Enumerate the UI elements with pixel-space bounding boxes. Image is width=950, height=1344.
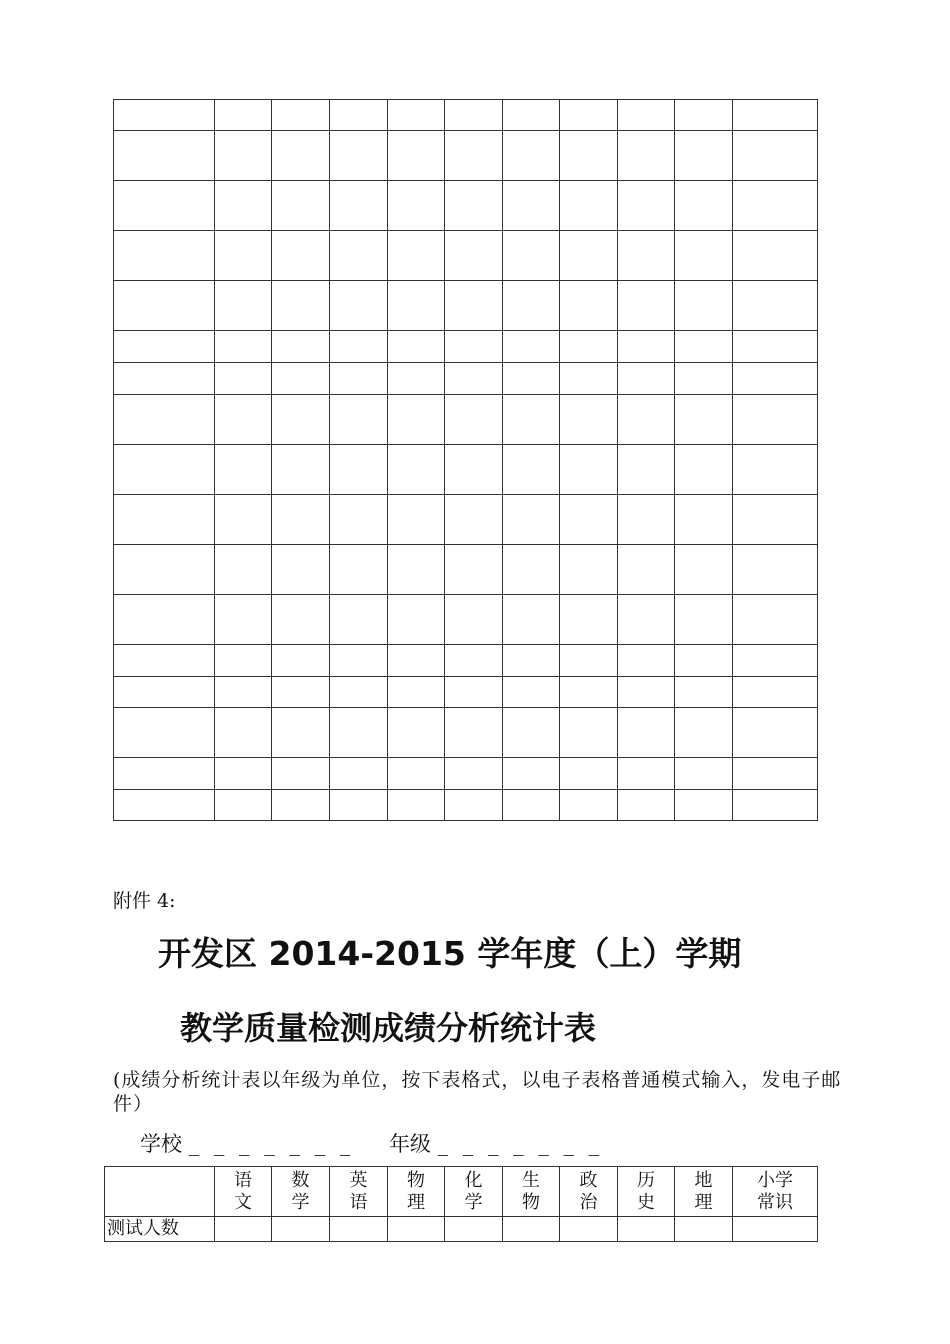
grid-cell[interactable] bbox=[618, 100, 675, 131]
grid-cell[interactable] bbox=[618, 645, 675, 677]
grid-cell[interactable] bbox=[114, 100, 215, 131]
grid-cell[interactable] bbox=[388, 395, 445, 445]
stats-header-label: 历史 bbox=[636, 1169, 655, 1213]
grid-cell[interactable] bbox=[560, 131, 618, 181]
grid-cell[interactable] bbox=[272, 445, 330, 495]
grid-cell[interactable] bbox=[733, 758, 818, 790]
grid-cell[interactable] bbox=[618, 790, 675, 821]
grid-cell[interactable] bbox=[445, 281, 503, 331]
grid-cell[interactable] bbox=[272, 331, 330, 363]
grid-cell[interactable] bbox=[272, 790, 330, 821]
grid-cell[interactable] bbox=[330, 363, 388, 395]
grid-cell[interactable] bbox=[330, 758, 388, 790]
grid-cell[interactable] bbox=[445, 331, 503, 363]
grid-cell[interactable] bbox=[560, 495, 618, 545]
grid-cell[interactable] bbox=[330, 281, 388, 331]
grid-cell[interactable] bbox=[114, 708, 215, 758]
grid-cell[interactable] bbox=[272, 595, 330, 645]
grid-cell[interactable] bbox=[388, 231, 445, 281]
grid-cell[interactable] bbox=[215, 790, 272, 821]
grid-cell[interactable] bbox=[445, 545, 503, 595]
grid-cell[interactable] bbox=[733, 645, 818, 677]
grid-cell[interactable] bbox=[618, 331, 675, 363]
grid-cell[interactable] bbox=[560, 708, 618, 758]
stats-cell[interactable] bbox=[445, 1217, 503, 1242]
grid-cell[interactable] bbox=[114, 677, 215, 708]
grid-cell[interactable] bbox=[675, 445, 733, 495]
stats-header-cell bbox=[733, 1167, 818, 1217]
grid-row bbox=[114, 363, 818, 395]
stats-header-cell bbox=[503, 1167, 560, 1217]
grid-row bbox=[114, 595, 818, 645]
grid-cell[interactable] bbox=[560, 181, 618, 231]
stats-header-label: 生物 bbox=[521, 1169, 540, 1213]
grid-cell[interactable] bbox=[272, 495, 330, 545]
grid-cell[interactable] bbox=[114, 790, 215, 821]
grid-cell[interactable] bbox=[114, 758, 215, 790]
grid-cell[interactable] bbox=[503, 790, 560, 821]
stats-header-cell bbox=[388, 1167, 445, 1217]
grid-cell[interactable] bbox=[503, 331, 560, 363]
grid-cell[interactable] bbox=[618, 231, 675, 281]
grid-cell[interactable] bbox=[215, 281, 272, 331]
grid-cell[interactable] bbox=[388, 131, 445, 181]
grid-cell[interactable] bbox=[388, 445, 445, 495]
grid-cell[interactable] bbox=[272, 545, 330, 595]
grid-cell[interactable] bbox=[388, 708, 445, 758]
grid-cell[interactable] bbox=[388, 495, 445, 545]
grid-cell[interactable] bbox=[675, 790, 733, 821]
grid-cell[interactable] bbox=[675, 645, 733, 677]
stats-header-cell bbox=[618, 1167, 675, 1217]
grid-cell[interactable] bbox=[733, 395, 818, 445]
stats-header-label: 地理 bbox=[694, 1169, 713, 1213]
grid-cell[interactable] bbox=[560, 445, 618, 495]
grid-cell[interactable] bbox=[445, 100, 503, 131]
grid-cell[interactable] bbox=[388, 363, 445, 395]
grid-cell[interactable] bbox=[560, 595, 618, 645]
grid-row bbox=[114, 758, 818, 790]
stats-cell[interactable] bbox=[272, 1217, 330, 1242]
grid-row bbox=[114, 281, 818, 331]
grid-cell[interactable] bbox=[733, 100, 818, 131]
grid-row bbox=[114, 395, 818, 445]
grid-cell[interactable] bbox=[503, 708, 560, 758]
grid-cell[interactable] bbox=[675, 181, 733, 231]
grid-row bbox=[114, 231, 818, 281]
grid-cell[interactable] bbox=[733, 281, 818, 331]
grid-cell[interactable] bbox=[675, 363, 733, 395]
grid-cell[interactable] bbox=[330, 645, 388, 677]
grid-cell[interactable] bbox=[330, 395, 388, 445]
grid-cell[interactable] bbox=[445, 708, 503, 758]
grid-cell[interactable] bbox=[330, 545, 388, 595]
grid-cell[interactable] bbox=[388, 645, 445, 677]
grid-cell[interactable] bbox=[114, 131, 215, 181]
stats-cell[interactable] bbox=[330, 1217, 388, 1242]
grid-cell[interactable] bbox=[215, 708, 272, 758]
grid-cell[interactable] bbox=[388, 181, 445, 231]
grid-cell[interactable] bbox=[618, 595, 675, 645]
grid-cell[interactable] bbox=[272, 708, 330, 758]
grid-cell[interactable] bbox=[733, 363, 818, 395]
grid-cell[interactable] bbox=[560, 790, 618, 821]
instruction-note: (成绩分析统计表以年级为单位，按下表格式，以电子表格普通模式输入，发电子邮件） bbox=[113, 1069, 842, 1115]
grid-row bbox=[114, 331, 818, 363]
grid-cell[interactable] bbox=[560, 363, 618, 395]
grid-cell[interactable] bbox=[388, 100, 445, 131]
grid-cell[interactable] bbox=[272, 100, 330, 131]
stats-table bbox=[104, 1166, 818, 1242]
grid-cell[interactable] bbox=[445, 231, 503, 281]
stats-row bbox=[105, 1217, 818, 1242]
stats-header-cell bbox=[215, 1167, 272, 1217]
grid-cell[interactable] bbox=[215, 331, 272, 363]
grid-cell[interactable] bbox=[272, 281, 330, 331]
stats-header-cell bbox=[272, 1167, 330, 1217]
grid-cell[interactable] bbox=[618, 131, 675, 181]
stats-cell[interactable] bbox=[560, 1217, 618, 1242]
grid-cell[interactable] bbox=[560, 395, 618, 445]
grid-cell[interactable] bbox=[675, 545, 733, 595]
stats-cell[interactable] bbox=[388, 1217, 445, 1242]
grid-cell[interactable] bbox=[114, 281, 215, 331]
grid-cell[interactable] bbox=[675, 708, 733, 758]
grid-cell[interactable] bbox=[675, 331, 733, 363]
grid-cell[interactable] bbox=[560, 231, 618, 281]
grid-cell[interactable] bbox=[560, 100, 618, 131]
grid-cell[interactable] bbox=[272, 395, 330, 445]
grid-cell[interactable] bbox=[560, 758, 618, 790]
stats-header-label: 物理 bbox=[406, 1169, 425, 1213]
grid-cell[interactable] bbox=[215, 595, 272, 645]
grid-row bbox=[114, 495, 818, 545]
grid-cell[interactable] bbox=[503, 445, 560, 495]
grid-cell[interactable] bbox=[675, 395, 733, 445]
grid-cell[interactable] bbox=[503, 231, 560, 281]
grid-cell[interactable] bbox=[272, 758, 330, 790]
grid-cell[interactable] bbox=[388, 790, 445, 821]
stats-header-label: 数学 bbox=[291, 1169, 310, 1213]
stats-header-label: 政治 bbox=[579, 1169, 598, 1213]
grid-cell[interactable] bbox=[114, 231, 215, 281]
grid-cell[interactable] bbox=[503, 281, 560, 331]
grid-cell[interactable] bbox=[733, 495, 818, 545]
grid-cell[interactable] bbox=[272, 231, 330, 281]
school-blank-field[interactable]: _ _ _ _ _ _ _ bbox=[188, 1132, 355, 1156]
stats-header-cell bbox=[560, 1167, 618, 1217]
grid-cell[interactable] bbox=[560, 331, 618, 363]
grid-row bbox=[114, 645, 818, 677]
grid-cell[interactable] bbox=[445, 131, 503, 181]
grid-row bbox=[114, 131, 818, 181]
grid-cell[interactable] bbox=[215, 445, 272, 495]
grid-cell[interactable] bbox=[330, 100, 388, 131]
grid-cell[interactable] bbox=[675, 100, 733, 131]
grid-cell[interactable] bbox=[733, 677, 818, 708]
grid-row bbox=[114, 677, 818, 708]
grid-cell[interactable] bbox=[618, 758, 675, 790]
grid-cell[interactable] bbox=[330, 495, 388, 545]
stats-header-label: 英语 bbox=[349, 1169, 368, 1213]
grid-cell[interactable] bbox=[445, 363, 503, 395]
grid-cell[interactable] bbox=[618, 545, 675, 595]
grid-cell[interactable] bbox=[272, 131, 330, 181]
grid-cell[interactable] bbox=[388, 331, 445, 363]
grid-cell[interactable] bbox=[114, 445, 215, 495]
grid-cell[interactable] bbox=[114, 395, 215, 445]
grid-cell[interactable] bbox=[503, 363, 560, 395]
stats-header-label: 小学常识 bbox=[757, 1169, 793, 1213]
stats-header-cell bbox=[675, 1167, 733, 1217]
grid-cell[interactable] bbox=[445, 181, 503, 231]
grid-cell[interactable] bbox=[445, 758, 503, 790]
grid-row bbox=[114, 445, 818, 495]
grid-cell[interactable] bbox=[330, 331, 388, 363]
grid-cell[interactable] bbox=[114, 181, 215, 231]
stats-header-row bbox=[105, 1167, 818, 1217]
grid-row bbox=[114, 100, 818, 131]
document-title-line-1: 开发区 2014-2015 学年度（上）学期 bbox=[158, 934, 742, 973]
grid-cell[interactable] bbox=[733, 790, 818, 821]
grid-cell[interactable] bbox=[675, 495, 733, 545]
grid-cell[interactable] bbox=[618, 281, 675, 331]
stats-cell[interactable] bbox=[215, 1217, 272, 1242]
grade-label: 年级 bbox=[388, 1132, 431, 1156]
grid-cell[interactable] bbox=[215, 100, 272, 131]
grid-cell[interactable] bbox=[330, 790, 388, 821]
grid-cell[interactable] bbox=[733, 131, 818, 181]
grid-cell[interactable] bbox=[618, 395, 675, 445]
grid-cell[interactable] bbox=[330, 445, 388, 495]
grid-cell[interactable] bbox=[560, 545, 618, 595]
grid-cell[interactable] bbox=[675, 595, 733, 645]
grid-cell[interactable] bbox=[733, 595, 818, 645]
grid-cell[interactable] bbox=[503, 131, 560, 181]
grid-cell[interactable] bbox=[503, 758, 560, 790]
grid-cell[interactable] bbox=[675, 677, 733, 708]
grid-cell[interactable] bbox=[330, 231, 388, 281]
grid-row bbox=[114, 790, 818, 821]
grid-row bbox=[114, 545, 818, 595]
stats-header-corner bbox=[105, 1167, 215, 1217]
grid-cell[interactable] bbox=[388, 758, 445, 790]
grid-cell[interactable] bbox=[215, 677, 272, 708]
grid-cell[interactable] bbox=[675, 758, 733, 790]
stats-cell[interactable] bbox=[618, 1217, 675, 1242]
grid-cell[interactable] bbox=[733, 708, 818, 758]
grid-row bbox=[114, 181, 818, 231]
grid-cell[interactable] bbox=[272, 181, 330, 231]
grid-cell[interactable] bbox=[445, 595, 503, 645]
blank-grid-body bbox=[114, 100, 818, 821]
stats-header-label: 语文 bbox=[233, 1169, 252, 1213]
school-grade-fields bbox=[140, 1128, 631, 1158]
grid-row bbox=[114, 708, 818, 758]
stats-cell[interactable] bbox=[733, 1217, 818, 1242]
grid-cell[interactable] bbox=[114, 545, 215, 595]
grid-cell[interactable] bbox=[618, 445, 675, 495]
stats-header-cell bbox=[445, 1167, 503, 1217]
grid-cell[interactable] bbox=[272, 677, 330, 708]
stats-cell[interactable] bbox=[503, 1217, 560, 1242]
grid-cell[interactable] bbox=[445, 677, 503, 708]
grid-cell[interactable] bbox=[114, 595, 215, 645]
grid-cell[interactable] bbox=[388, 595, 445, 645]
grid-cell[interactable] bbox=[445, 790, 503, 821]
document-title-line-2: 教学质量检测成绩分析统计表 bbox=[180, 1009, 597, 1047]
grid-cell[interactable] bbox=[503, 677, 560, 708]
grid-cell[interactable] bbox=[114, 645, 215, 677]
grid-cell[interactable] bbox=[272, 645, 330, 677]
grid-cell[interactable] bbox=[215, 758, 272, 790]
grid-cell[interactable] bbox=[733, 181, 818, 231]
grid-cell[interactable] bbox=[272, 363, 330, 395]
grid-cell[interactable] bbox=[675, 131, 733, 181]
annex-label: 附件 4: bbox=[113, 890, 176, 912]
grid-cell[interactable] bbox=[675, 231, 733, 281]
grid-cell[interactable] bbox=[215, 181, 272, 231]
grid-cell[interactable] bbox=[330, 595, 388, 645]
grid-cell[interactable] bbox=[215, 495, 272, 545]
grid-cell[interactable] bbox=[114, 363, 215, 395]
grid-cell[interactable] bbox=[215, 545, 272, 595]
grid-cell[interactable] bbox=[503, 595, 560, 645]
grid-cell[interactable] bbox=[618, 363, 675, 395]
grid-cell[interactable] bbox=[114, 495, 215, 545]
grid-cell[interactable] bbox=[445, 495, 503, 545]
grid-cell[interactable] bbox=[560, 281, 618, 331]
grid-cell[interactable] bbox=[560, 645, 618, 677]
grid-cell[interactable] bbox=[388, 545, 445, 595]
grid-cell[interactable] bbox=[215, 645, 272, 677]
grid-cell[interactable] bbox=[733, 545, 818, 595]
grid-cell[interactable] bbox=[388, 677, 445, 708]
grid-cell[interactable] bbox=[215, 231, 272, 281]
stats-cell[interactable] bbox=[675, 1217, 733, 1242]
stats-body bbox=[105, 1217, 818, 1242]
grid-cell[interactable] bbox=[733, 231, 818, 281]
grid-cell[interactable] bbox=[503, 100, 560, 131]
grid-cell[interactable] bbox=[618, 677, 675, 708]
grid-cell[interactable] bbox=[503, 495, 560, 545]
grid-cell[interactable] bbox=[618, 181, 675, 231]
grid-cell[interactable] bbox=[733, 331, 818, 363]
grid-cell[interactable] bbox=[445, 395, 503, 445]
grid-cell[interactable] bbox=[733, 445, 818, 495]
grid-cell[interactable] bbox=[215, 363, 272, 395]
grid-cell[interactable] bbox=[445, 445, 503, 495]
grid-cell[interactable] bbox=[114, 331, 215, 363]
blank-grid-table bbox=[113, 99, 818, 821]
grid-cell[interactable] bbox=[330, 181, 388, 231]
grid-cell[interactable] bbox=[618, 495, 675, 545]
stats-header-label: 化学 bbox=[464, 1169, 483, 1213]
grid-cell[interactable] bbox=[330, 708, 388, 758]
grid-cell[interactable] bbox=[503, 181, 560, 231]
grid-cell[interactable] bbox=[330, 677, 388, 708]
grid-cell[interactable] bbox=[675, 281, 733, 331]
grid-cell[interactable] bbox=[215, 131, 272, 181]
grid-cell[interactable] bbox=[388, 281, 445, 331]
grid-cell[interactable] bbox=[560, 677, 618, 708]
grid-cell[interactable] bbox=[503, 395, 560, 445]
stats-row-label: 测试人数 bbox=[105, 1217, 215, 1242]
grid-cell[interactable] bbox=[215, 395, 272, 445]
grid-cell[interactable] bbox=[445, 645, 503, 677]
school-label: 学校 bbox=[140, 1132, 182, 1156]
grid-cell[interactable] bbox=[330, 131, 388, 181]
grid-cell[interactable] bbox=[618, 708, 675, 758]
grid-cell[interactable] bbox=[503, 645, 560, 677]
grid-cell[interactable] bbox=[503, 545, 560, 595]
stats-header-cell bbox=[330, 1167, 388, 1217]
grade-blank-field[interactable]: _ _ _ _ _ _ _ bbox=[437, 1132, 604, 1156]
